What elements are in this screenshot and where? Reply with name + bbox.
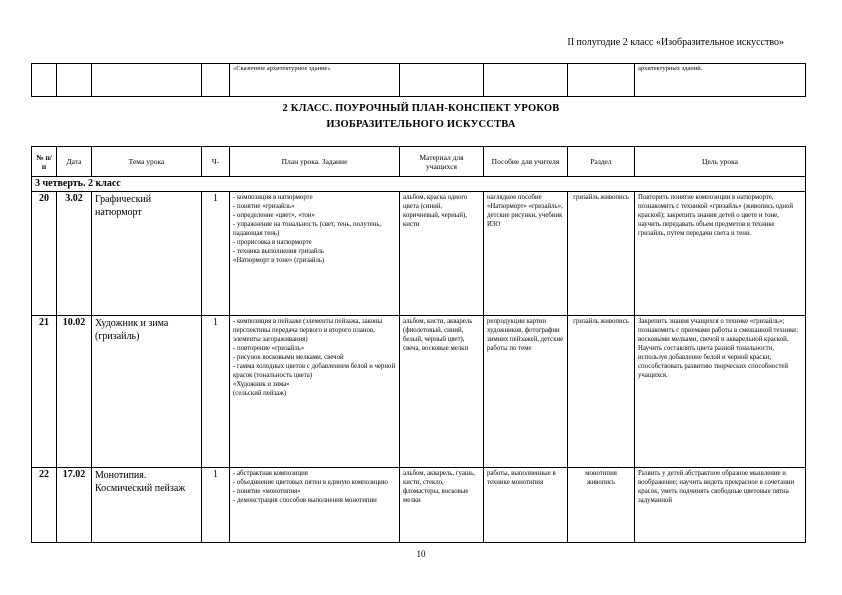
table-header-row bbox=[32, 147, 806, 177]
lesson-date: 10.02 bbox=[57, 316, 92, 468]
plan-item: - демонстрация способов выполнения монотипии bbox=[233, 497, 377, 504]
col-header-hours: Ч- bbox=[202, 147, 230, 177]
plan-item: - композиция в пейзаже (элементы пейзажа, законы перспективы передача первого и второго планов, элементы загораживания) bbox=[233, 318, 383, 343]
quarter-label: 3 четверть. 2 класс bbox=[32, 177, 806, 192]
cont-cell-materials bbox=[400, 64, 484, 97]
col-header-topic: Тема урока bbox=[92, 147, 202, 177]
table-row bbox=[32, 192, 806, 316]
lesson-hours: 1 bbox=[202, 192, 230, 316]
lesson-number: 22 bbox=[32, 468, 57, 543]
lesson-aids: репродукции картин художников, фотографии зимних пейзажей, детские работы по теме bbox=[484, 316, 568, 468]
col-header-plan: План урока. Задание bbox=[230, 147, 400, 177]
plan-item: - повторение «гризайль» bbox=[233, 345, 305, 352]
col-header-num: № п/п bbox=[32, 147, 57, 177]
lesson-plan-table bbox=[31, 146, 806, 543]
cont-cell-aids bbox=[484, 64, 568, 97]
lesson-plan bbox=[230, 192, 400, 316]
cont-cell-date bbox=[57, 64, 92, 97]
lesson-materials: альбом, акварель, гуашь, кисти, стекло, фломастеры, восковые мелки bbox=[400, 468, 484, 543]
continuation-table bbox=[31, 63, 806, 97]
page-number: 10 bbox=[416, 549, 426, 559]
plan-item: - упражнение на тональность (свет, тень, полутень, падающая тень) bbox=[233, 221, 382, 237]
lesson-goal: Развить у детей абстрактное образное мышление и воображение; научить видеть прекрасное в сочетании красок, уметь подчинять свободные цветовые пятна задуманной bbox=[635, 468, 806, 543]
plan-item: - определение «цвет», «тон» bbox=[233, 212, 315, 219]
lesson-section: монотипия живопись bbox=[568, 468, 635, 543]
cont-cell-plan: «Сказочное архитектурное здание» bbox=[230, 64, 400, 97]
lesson-topic: Графический натюрморт bbox=[92, 192, 202, 316]
lesson-materials: альбом, краска одного цвета (синий, коричневый, черный), кисти bbox=[400, 192, 484, 316]
plan-item: - абстрактная композиция bbox=[233, 470, 308, 477]
lesson-topic: Художник и зима (гризайль) bbox=[92, 316, 202, 468]
plan-item: - прорисовка в натюрморте bbox=[233, 239, 312, 246]
page-header: II полугодие 2 класс «Изобразительное искусство» bbox=[567, 37, 784, 48]
plan-item: - рисунок восковыми мелками, свечой bbox=[233, 354, 344, 361]
cont-cell-hours bbox=[202, 64, 230, 97]
lesson-aids: работы, выполненные в технике монотипия bbox=[484, 468, 568, 543]
title-line-2: ИЗОБРАЗИТЕЛЬНОГО ИСКУССТВА bbox=[326, 119, 516, 130]
col-header-section: Раздел bbox=[568, 147, 635, 177]
cont-cell-section bbox=[568, 64, 635, 97]
plan-item: - понятие «монотипия» bbox=[233, 488, 301, 495]
plan-item: - техника выполнения гризайль bbox=[233, 248, 324, 255]
lesson-number: 20 bbox=[32, 192, 57, 316]
lesson-topic: Монотипия. Космический пейзаж bbox=[92, 468, 202, 543]
lesson-section: гризайль живопись bbox=[568, 192, 635, 316]
lesson-goal: Повторить понятие композиции в натюрморте, познакомить с техникой «гризайль» (живопись одной краской); закрепить знания детей о цвете и тоне, научить передавать объем предметов в технике гризайль, путем передачи света и тени. bbox=[635, 192, 806, 316]
plan-item: - объединение цветовых пятен в единую композицию bbox=[233, 479, 388, 486]
plan-item: (сельский пейзаж) bbox=[233, 390, 287, 397]
plan-item: - композиция в натюрморте bbox=[233, 194, 313, 201]
lesson-aids: наглядное пособие «Натюрморт» «гризайль», детские рисунки, учебник ИЗО bbox=[484, 192, 568, 316]
plan-item: «Натюрморт в тоне» (гризайль) bbox=[233, 257, 325, 264]
plan-item: - понятие «гризайль» bbox=[233, 203, 295, 210]
lesson-goal: Закрепить знания учащихся о технике «гризайль»; познакомить с приемами работы в смешанной технике: восковыми мелками, свечой и акварельной краской. Научить составлять цвета разной тональности, используя добавление белой и черной краски; способствовать развитию творческих способностей учащихся. bbox=[635, 316, 806, 468]
lesson-number: 21 bbox=[32, 316, 57, 468]
cont-cell-topic bbox=[92, 64, 202, 97]
plan-item: - гамма холодных цветов с добавлением белой и черной красок (тональность цвета) bbox=[233, 363, 396, 379]
col-header-goal: Цель урока bbox=[635, 147, 806, 177]
lesson-plan bbox=[230, 468, 400, 543]
table-row bbox=[32, 468, 806, 543]
title-line-1: 2 КЛАСС. ПОУРОЧНЫЙ ПЛАН-КОНСПЕКТ УРОКОВ bbox=[282, 103, 560, 114]
lesson-date: 3.02 bbox=[57, 192, 92, 316]
cont-cell-goal: архитектурных зданий. bbox=[635, 64, 806, 97]
cont-cell-num bbox=[32, 64, 57, 97]
lesson-hours: 1 bbox=[202, 468, 230, 543]
table-row bbox=[32, 316, 806, 468]
lesson-plan bbox=[230, 316, 400, 468]
plan-item: «Художник и зима» bbox=[233, 381, 290, 388]
col-header-date: Дата bbox=[57, 147, 92, 177]
lesson-hours: 1 bbox=[202, 316, 230, 468]
col-header-materials: Материал для учащихся bbox=[400, 147, 484, 177]
lesson-section: гризайль живопись bbox=[568, 316, 635, 468]
col-header-aids: Пособие для учителя bbox=[484, 147, 568, 177]
quarter-row bbox=[32, 177, 806, 192]
document-title bbox=[0, 101, 842, 133]
lesson-materials: альбом, кисти, акварель (фиолетовый, синий, белый, черный цвет), свеча, восковые мелки bbox=[400, 316, 484, 468]
lesson-date: 17.02 bbox=[57, 468, 92, 543]
